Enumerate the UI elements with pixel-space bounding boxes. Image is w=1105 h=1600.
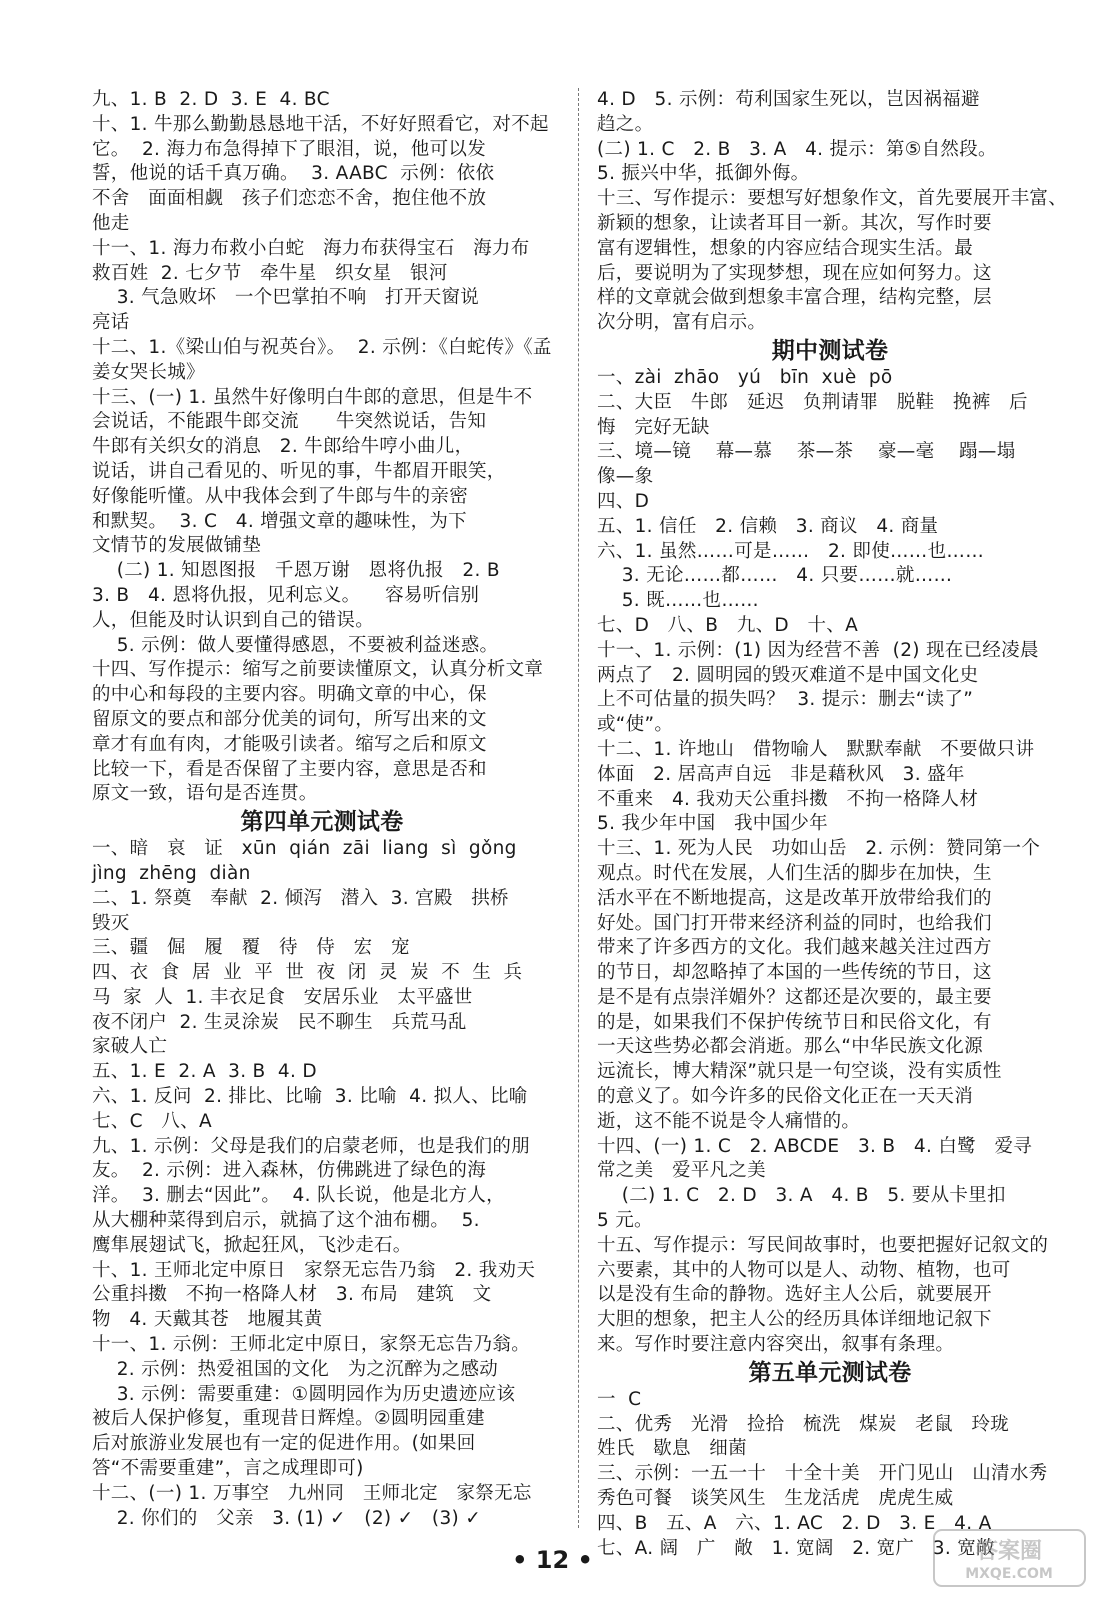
answer-line: 像—象 — [597, 466, 654, 488]
answer-line: 五、1. 信任 2. 信赖 3. 商议 4. 商量 — [597, 515, 939, 537]
answer-line: 活水平在不断地提高，这是改革开放带给我们的 — [597, 887, 992, 909]
answer-line: 家破人亡 — [92, 1036, 168, 1058]
section-heading: 第四单元测试卷 — [240, 809, 404, 836]
answer-line: 3. 示例：需要重建：①圆明园作为历史遗迹应该 — [92, 1383, 516, 1405]
answer-column-right — [597, 88, 1068, 1561]
answer-line: 七、D 八、B 九、D 十、A — [597, 614, 859, 636]
answer-line: 3. 无论……都…… 4. 只要……就…… — [597, 565, 953, 587]
answer-line: 3. B 4. 恩将仇报，见利忘义。 容易听信别 — [92, 584, 480, 606]
answer-line: 富有逻辑性，想象的内容应结合现实生活。最 — [597, 237, 974, 259]
answer-line: 二、优秀 光滑 捡拾 梳洗 煤炭 老鼠 玲珑 — [597, 1413, 1010, 1435]
answer-line: 的是，如果我们不保护传统节日和民俗文化，有 — [597, 1011, 992, 1033]
answer-line: 它。 2. 海力布急得掉下了眼泪，说，他可以发 — [92, 138, 486, 160]
answer-line: 夜不闭户 2. 生灵涂炭 民不聊生 兵荒马乱 — [92, 1011, 467, 1033]
answer-line: 二、1. 祭奠 奉献 2. 倾泻 潜入 3. 宫殿 拱桥 — [92, 887, 509, 909]
answer-line: 十二、1. 许地山 借物喻人 默默奉献 不要做只讲 — [597, 738, 1035, 760]
answer-line: 六要素，其中的人物可以是人、动物、植物，也可 — [597, 1259, 1011, 1281]
answer-line: 十三、(一) 1. 虽然牛好像明白牛郎的意思，但是牛不 — [92, 386, 533, 408]
answer-line: 次分明，富有启示。 — [597, 312, 767, 334]
answer-line: 5. 示例：做人要懂得感恩，不要被利益迷惑。 — [92, 634, 499, 656]
answer-line: 从大棚种菜得到启示，就搞了这个油布棚。 5. — [92, 1210, 480, 1232]
answer-line: 的意义了。如今许多的民俗文化正在一天天消 — [597, 1086, 974, 1108]
answer-line: 4. D 5. 示例：苟利国家生死以，岂因祸福避 — [597, 89, 980, 110]
answer-line: 趋之。 — [597, 113, 654, 135]
answer-line: 是不是有点崇洋媚外？这都还是次要的，最主要 — [597, 986, 992, 1008]
answer-line: 誓，他说的话千真万确。 3. AABC 示例：依依 — [92, 163, 495, 185]
watermark-bottom-text: MXQE.COM — [965, 1566, 1053, 1582]
section-heading: 期中测试卷 — [771, 337, 889, 364]
answer-line: 十三、写作提示：要想写好想象作文，首先要展开丰富、 — [597, 188, 1068, 210]
answer-column-left — [92, 88, 552, 1531]
answer-line: 四、B 五、A 六、1. AC 2. D 3. E 4. A — [597, 1512, 992, 1534]
watermark-logo — [932, 1528, 1087, 1588]
answer-line: 二、大臣 牛郎 延迟 负荆请罪 脱鞋 挽裤 后 — [597, 391, 1028, 413]
answer-line: 毁灭 — [92, 912, 130, 934]
answer-line: 九、1. 示例：父母是我们的启蒙老师，也是我们的朋 — [92, 1135, 531, 1157]
answer-line: 5 元。 — [597, 1210, 653, 1232]
answer-line: 的中心和每段的主要内容。明确文章的中心，保 — [92, 684, 487, 706]
answer-line: 七、A. 阔 广 敞 1. 宽阔 2. 宽广 3. 宽敞 — [597, 1537, 995, 1559]
answer-line: 救百姓 2. 七夕节 牵牛星 织女星 银河 — [92, 262, 448, 284]
answer-line: 六、1. 虽然……可是…… 2. 即使……也…… — [597, 540, 985, 562]
answer-line: 六、1. 反问 2. 排比、比喻 3. 比喻 4. 拟人、比喻 — [92, 1086, 528, 1108]
answer-line: 以是没有生命的静物。选好主人公后，就要展开 — [597, 1284, 992, 1306]
answer-line: 逝，这不能不说是令人痛惜的。 — [597, 1110, 861, 1132]
answer-line: 文情节的发展做铺垫 — [92, 535, 262, 557]
answer-line: (二) 1. C 2. B 3. A 4. 提示：第⑤自然段。 — [597, 138, 997, 160]
answer-line: 悔 完好无缺 — [597, 416, 710, 438]
answer-line: 好处。国门打开带来经济利益的同时，也给我们 — [597, 912, 992, 934]
answer-line: 三、境—镜 幕—慕 茶—茶 豪—毫 蹋—塌 — [597, 441, 1016, 463]
answer-line: 一、zài zhāo yú bīn xuè pō — [597, 366, 893, 388]
answer-line: 的节日，却忽略掉了本国的一些传统的节日，这 — [597, 962, 992, 984]
answer-line: 留原文的要点和部分优美的词句，所写出来的文 — [92, 708, 487, 730]
answer-line: 五、1. E 2. A 3. B 4. D — [92, 1061, 317, 1083]
section-heading: 第五单元测试卷 — [748, 1359, 912, 1386]
answer-line: (二) 1. C 2. D 3. A 4. B 5. 要从卡里扣 — [597, 1185, 1006, 1207]
answer-line: 十五、写作提示：写民间故事时，也要把握好记叙文的 — [597, 1234, 1049, 1256]
answer-line: 5. 既……也…… — [597, 590, 759, 612]
answer-line: 两点了 2. 圆明园的毁灭难道不是中国文化史 — [597, 664, 979, 686]
answer-line: 一、暗 哀 证 xūn qián zāi liang sì gǒng — [92, 838, 517, 860]
answer-line: 被后人保护修复，重现昔日辉煌。②圆明园重建 — [92, 1408, 485, 1430]
answer-line: 5. 振兴中华，抵御外侮。 — [597, 163, 810, 185]
answer-line: 后，要说明为了实现梦想，现在应如何努力。这 — [597, 262, 992, 284]
answer-line: 答“不需要重建”，言之成理即可) — [92, 1458, 364, 1480]
answer-line: 四、衣 食 居 业 平 世 夜 闭 灵 炭 不 生 兵 — [92, 962, 523, 984]
answer-line: 一天这些势必都会消逝。那么“中华民族文化源 — [597, 1036, 983, 1058]
answer-line: 原文一致，语句是否连贯。 — [92, 783, 318, 805]
answer-line: 十二、(一) 1. 万事空 九州同 王师北定 家祭无忘 — [92, 1482, 532, 1504]
answer-line: 马 家 人 1. 丰衣足食 安居乐业 太平盛世 — [92, 986, 473, 1008]
answer-line: 姜女哭长城》 — [92, 361, 205, 383]
answer-line: 一 C — [597, 1388, 642, 1410]
answer-line: 大胆的想象，把主人公的经历具体详细地记叙下 — [597, 1309, 992, 1331]
answer-line: 会说话，不能跟牛郎交流 牛突然说话，告知 — [92, 411, 487, 433]
answer-line: 十一、1. 海力布救小白蛇 海力布获得宝石 海力布 — [92, 237, 530, 259]
answer-line: 十、1. 王师北定中原日 家祭无忘告乃翁 2. 我劝天 — [92, 1259, 536, 1281]
answer-line: 不重来 4. 我劝天公重抖擞 不拘一格降人材 — [597, 788, 979, 810]
answer-line: 公重抖擞 不拘一格降人材 3. 布局 建筑 文 — [92, 1284, 492, 1306]
answer-line: 来。写作时要注意内容突出，叙事有条理。 — [597, 1334, 955, 1356]
answer-line: 四、D — [597, 490, 650, 512]
answer-line: 人，但能及时认识到自己的错误。 — [92, 609, 375, 631]
answer-line: (二) 1. 知恩图报 千恩万谢 恩将仇报 2. B — [92, 560, 500, 582]
answer-line: 新颖的想象，让读者耳目一新。其次，写作时要 — [597, 212, 992, 234]
answer-line: 他走 — [92, 212, 130, 234]
column-divider — [578, 88, 579, 1528]
answer-line: 好像能听懂。从中我体会到了牛郎与牛的亲密 — [92, 485, 469, 507]
answer-line: 十一、1. 示例：王师北定中原日，家祭无忘告乃翁。 — [92, 1334, 531, 1356]
answer-line: 章才有血有肉，才能吸引读者。缩写之后和原文 — [92, 733, 487, 755]
answer-line: 体面 2. 居高声自远 非是藉秋风 3. 盛年 — [597, 763, 965, 785]
answer-line: 三、示例：一五一十 十全十美 开门见山 山清水秀 — [597, 1463, 1048, 1485]
answer-line: 十三、1. 死为人民 功如山岳 2. 示例：赞同第一个 — [597, 838, 1041, 860]
answer-line: 十一、1. 示例：(1) 因为经营不善 (2) 现在已经凌晨 — [597, 639, 1039, 661]
answer-line: 姓氏 歇息 细菌 — [597, 1438, 747, 1460]
answer-line: 十二、1.《梁山伯与祝英台》。 2. 示例：《白蛇传》《孟 — [92, 336, 552, 358]
answer-line: 不舍 面面相觑 孩子们恋恋不舍，抱住他不放 — [92, 188, 487, 210]
answer-line: 常之美 爱平凡之美 — [597, 1160, 766, 1182]
answer-line: 牛郎有关织女的消息 2. 牛郎给牛哼小曲儿， — [92, 436, 474, 458]
answer-line: 鹰隼展翅试飞，掀起狂风，飞沙走石。 — [92, 1234, 412, 1256]
answer-line: 2. 你们的 父亲 3. (1) ✓ (2) ✓ (3) ✓ — [92, 1507, 482, 1529]
answer-line: 洋。 3. 删去“因此”。 4. 队长说，他是北方人， — [92, 1185, 505, 1207]
answer-line: 后对旅游业发展也有一定的促进作用。(如果回 — [92, 1433, 476, 1455]
answer-line: 比较一下，看是否保留了主要内容，意思是否和 — [92, 758, 487, 780]
answer-line: 2. 示例：热爱祖国的文化 为之沉醉为之感动 — [92, 1358, 499, 1380]
answer-line: 三、疆 倔 履 覆 待 侍 宏 宠 — [92, 937, 410, 959]
answer-line: 九、1. B 2. D 3. E 4. BC — [92, 89, 330, 110]
answer-line: 物 4. 天戴其苍 地履其黄 — [92, 1309, 323, 1331]
answer-line: 十四、写作提示：缩写之前要读懂原文，认真分析文章 — [92, 659, 544, 681]
answer-line: 3. 气急败坏 一个巴掌拍不响 打开天窗说 — [92, 287, 480, 309]
answer-line: 5. 我少年中国 我中国少年 — [597, 813, 828, 835]
answer-line: 或“使”。 — [597, 714, 674, 736]
answer-line: 带来了许多西方的文化。我们越来越关注过西方 — [597, 937, 992, 959]
answer-line: 秀色可餐 谈笑风生 生龙活虎 虎虎生威 — [597, 1488, 954, 1510]
answer-line: 远流长，博大精深”就只是一句空谈，没有实质性 — [597, 1061, 1002, 1083]
answer-line: 友。 2. 示例：进入森林，仿佛跳进了绿色的海 — [92, 1160, 486, 1182]
answer-line: 七、C 八、A — [92, 1110, 212, 1132]
answer-line: 十、1. 牛那么勤勤恳恳地干活，不好好照看它，对不起 — [92, 113, 549, 135]
answer-line: jìng zhēng diàn — [92, 862, 251, 884]
answer-line: 和默契。 3. C 4. 增强文章的趣味性，为下 — [92, 510, 467, 532]
answer-line: 观点。时代在发展，人们生活的脚步在加快，生 — [597, 862, 992, 884]
watermark-top-text: 答案圈 — [975, 1539, 1043, 1564]
answer-line: 十四、(一) 1. C 2. ABCDE 3. B 4. 白鹭 爱寻 — [597, 1135, 1033, 1157]
answer-line: 说话，讲自己看见的、听见的事，牛都眉开眼笑， — [92, 460, 506, 482]
answer-line: 亮话 — [92, 312, 130, 334]
page-number: • 12 • — [512, 1546, 593, 1574]
answer-line: 上不可估量的损失吗？ 3. 提示：删去“读了” — [597, 689, 974, 711]
answer-line: 样的文章就会做到想象丰富合理，结构完整，层 — [597, 287, 992, 309]
